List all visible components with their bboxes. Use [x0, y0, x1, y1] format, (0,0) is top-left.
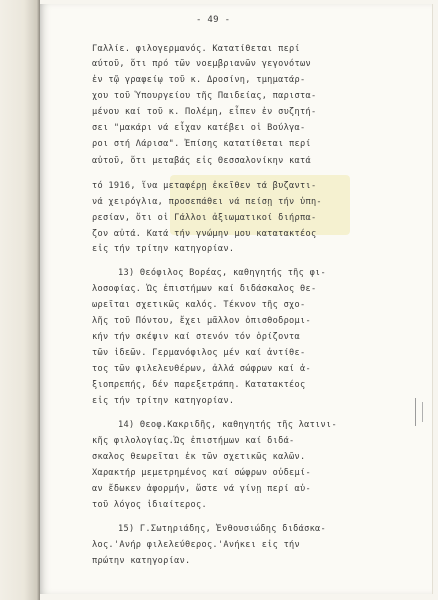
text-line: ωρεῖται σχετικῶς καλός. Τέκνον τῆς σχο-: [92, 300, 306, 310]
page-number: - 49 -: [196, 15, 231, 25]
text-line: πρώτην κατηγορίαν.: [92, 556, 191, 566]
text-line: τῶν ἰδεῶν. Γερμανόφιλος μέν καί ἀντίθε-: [92, 348, 306, 358]
text-line: 13) Θεόφιλος Βορέας, καθηγητής τῆς φι-: [118, 268, 327, 278]
text-line: χου τοῦ Ὑπουργείου τῆς Παιδείας, παριστα-: [92, 91, 317, 101]
text-line: αν ἔδωκεν ἀφορμήν, ὥστε νά γίνῃ περί αὐ-: [92, 484, 311, 494]
text-line: Χαρακτήρ μεμετρημένος καί σώφρων οὐδεμί-: [92, 468, 311, 478]
text-line: εἰς τήν τρίτην κατηγορίαν.: [92, 396, 235, 406]
text-line: ρεσίαν, ὅτι οἱ Γάλλοι ἀξιωματικοί διήρπα-: [92, 213, 317, 223]
text-line: ροι στή Λάρισα". Ἐπίσης κατατίθεται περί: [92, 139, 311, 149]
text-line: ἐν τῷ γραφείῳ τοῦ κ. Δροσίνη, τμηματάρ-: [92, 75, 306, 85]
text-line: σκαλος θεωρεῖται ἐκ τῶν σχετικῶς καλῶν.: [92, 452, 306, 462]
text-line: λῆς τοῦ Πόντου, ἔχει μᾶλλον ὀπισθοδρομι-: [92, 316, 311, 326]
text-line: σει "μακάρι νά εἶχαν κατέβει οἱ Βούλγα-: [92, 123, 306, 133]
text-line: τοῦ λόγος ἰδιαίτερος.: [92, 500, 207, 510]
text-line: λος.'Ανήρ φιλελεύθερος.'Ανήκει εἰς τήν: [92, 540, 301, 550]
text-line: 14) Θεοφ.Κακριδῆς, καθηγητής τῆς λατινι-: [118, 420, 337, 430]
text-line: 15) Γ.Σωτηριάδης, Ἐνθουσιώδης διδάσκα-: [118, 524, 327, 534]
text-line: λοσοφίας. Ὡς ἐπιστήμων καί διδάσκαλος θε-: [92, 284, 317, 294]
text-line: μένου καί τοῦ κ. Πολέμη, εἶπεν ἐν συζητή-: [92, 107, 317, 117]
text-line: αὐτοῦ, ὅτι μεταβάς εἰς Θεσσαλονίκην κατά: [92, 156, 311, 166]
text-line: κῆς φιλολογίας.Ὡς ἐπιστήμων καί διδά-: [92, 436, 295, 446]
text-line: εἰς τήν τρίτην κατηγορίαν.: [92, 244, 235, 254]
text-line: νά χειρόγλια, προσεπάθει νά πείσῃ τήν ὑπη-: [92, 197, 322, 207]
text-line: ξιοπρεπής, δέν παρεξετράπη. Κατατακτέος: [92, 380, 306, 390]
text-line: ζον αὐτά. Κατά τήν γνώμην μου κατατακτέος: [92, 229, 317, 239]
text-line: Γαλλίε. φιλογερμανός. Κατατίθεται περί: [92, 44, 301, 54]
text-line: τό 1916, ἵνα μεταφέρῃ ἐκεῖθεν τά βυζαντι-: [92, 181, 317, 191]
text-line: κήν τήν σκέψιν καί στενόν τόν ὁρίζοντα: [92, 332, 301, 342]
text-line: αύτοῦ, ὅτι πρό τῶν νοεμβριανῶν γεγονότων: [92, 59, 311, 69]
text-line: τος τῶν φιλελευθέρων, ἀλλά σώφρων καί ἀ-: [92, 364, 311, 374]
